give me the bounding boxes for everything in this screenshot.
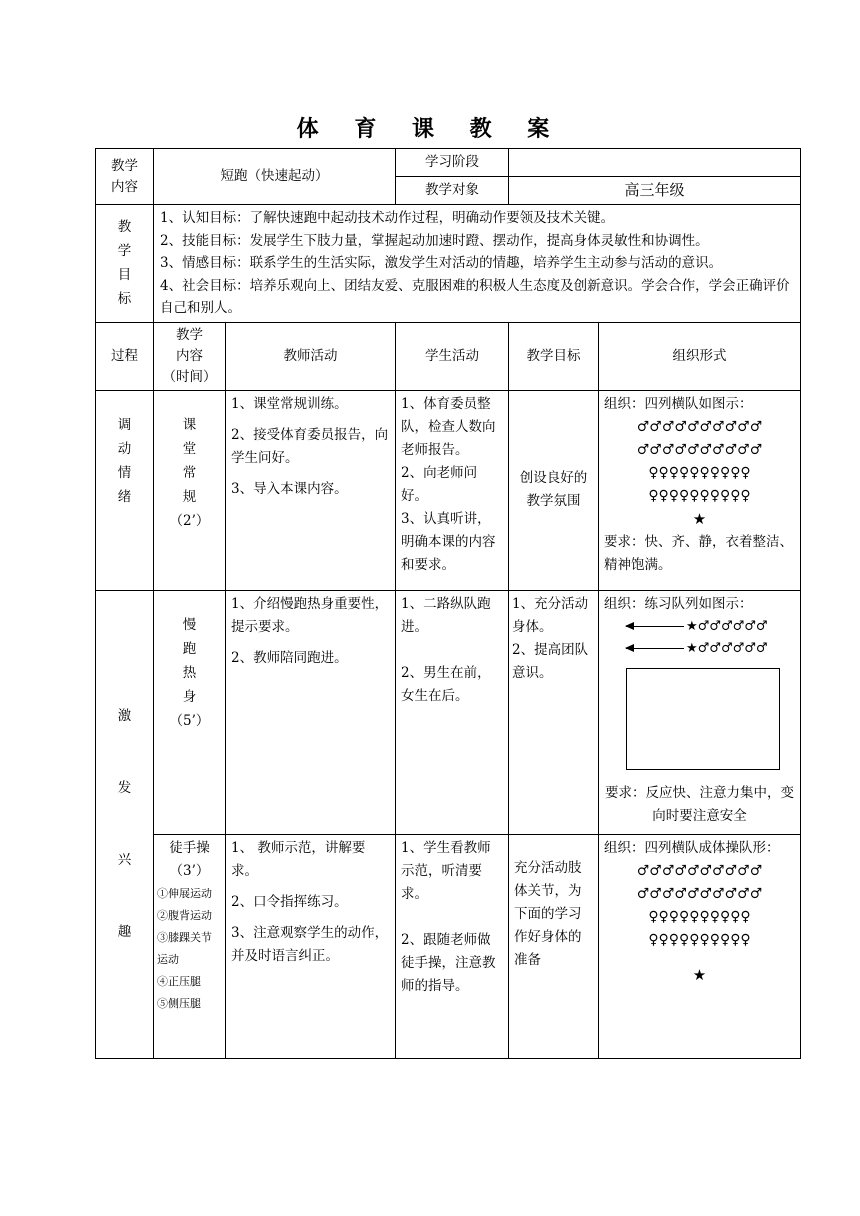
section1-teacher-item: 3、导入本课内容。 bbox=[231, 480, 348, 497]
target-value: 高三年级 bbox=[509, 177, 801, 205]
org-intro: 组织：四列横队如图示： bbox=[604, 395, 753, 412]
section1-teacher bbox=[226, 390, 396, 590]
org-intro: 组织：四列横队成体操队形： bbox=[604, 839, 780, 856]
org-requirement: 要求：反应快、注意力集中，变向时要注意安全 bbox=[605, 784, 794, 824]
section1-process: 调 动 情 绪 bbox=[96, 390, 154, 590]
col-student: 学生活动 bbox=[396, 322, 509, 390]
section1-content: 课 堂 常 规 （2’） bbox=[154, 390, 226, 590]
teacher-star-icon: ★ bbox=[692, 965, 707, 984]
exercise-item: ③膝踝关节运动 bbox=[157, 930, 212, 966]
teacher-star-icon: ★ bbox=[692, 509, 707, 528]
arrow-left-icon bbox=[626, 648, 684, 649]
exercise-item: ①伸展运动 bbox=[157, 886, 212, 900]
warmup-org bbox=[599, 590, 801, 834]
exercise-item: ④正压腿 bbox=[157, 974, 201, 988]
formation-row-girls: ♀♀♀♀♀♀♀♀♀♀ bbox=[648, 908, 751, 925]
content-label: 教学 内容 bbox=[96, 149, 154, 205]
exercise-item: ⑤侧压腿 bbox=[157, 996, 201, 1010]
page-title: 体 育 课 教 案 bbox=[296, 116, 564, 142]
warmup-teacher bbox=[226, 590, 396, 834]
field-rectangle bbox=[626, 668, 780, 770]
formation-row-boys: ♂♂♂♂♂♂♂♂♂♂ bbox=[636, 862, 763, 879]
section1-goal: 创设良好的教学氛围 bbox=[509, 390, 599, 590]
lane-runners: ★♂♂♂♂♂♂ bbox=[686, 641, 768, 656]
goals-label: 教 学 目 标 bbox=[96, 205, 154, 323]
formation-row-boys: ♂♂♂♂♂♂♂♂♂♂ bbox=[636, 885, 763, 902]
section1-teacher-item: 2、接受体育委员报告，向学生问好。 bbox=[231, 426, 389, 466]
org-requirement: 要求：快、齐、静，衣着整洁、精神饱满。 bbox=[604, 533, 793, 573]
warmup-teacher-item: 2、教师陪同跑进。 bbox=[231, 649, 348, 666]
exercise-teacher bbox=[226, 834, 396, 1058]
col-teacher: 教师活动 bbox=[226, 322, 396, 390]
col-content: 教学 内容 （时间） bbox=[154, 322, 226, 390]
lane-runners: ★♂♂♂♂♂♂ bbox=[686, 619, 768, 634]
section1-student: 1、体育委员整队，检查人数向老师报告。 2、向老师问好。 3、认真听讲，明确本课的内容和要求。 bbox=[396, 390, 509, 590]
target-label: 教学对象 bbox=[396, 177, 509, 205]
lane-row bbox=[604, 616, 795, 638]
lane-row bbox=[604, 638, 795, 660]
arrow-left-icon bbox=[626, 626, 684, 627]
exercise-teacher-item: 3、注意观察学生的动作，并及时语言纠正。 bbox=[231, 924, 389, 964]
col-process: 过程 bbox=[96, 322, 154, 390]
formation-row-girls: ♀♀♀♀♀♀♀♀♀♀ bbox=[648, 464, 751, 481]
exercise-goal: 充分活动肢体关节，为下面的学习作好身体的准备 bbox=[509, 834, 599, 1058]
lesson-plan-table bbox=[95, 148, 801, 1059]
col-goal: 教学目标 bbox=[509, 322, 599, 390]
exercise-student: 1、学生看教师示范，听清要求。 2、跟随老师做徒手操，注意教师的指导。 bbox=[396, 834, 509, 1058]
exercise-teacher-item: 2、口令指挥练习。 bbox=[231, 893, 348, 910]
formation-row-girls: ♀♀♀♀♀♀♀♀♀♀ bbox=[648, 931, 751, 948]
goals-text: 1、认知目标：了解快速跑中起动技术动作过程，明确动作要领及技术关键。 2、技能目标：发展学生下肢力量，掌握起动加速时蹬、摆动作，提高身体灵敏性和协调性。 3、情感目标：联系学生的生活实际，激发学生对活动的情趣，培养学生主动参与活动的意识。 4、社会目标：培养乐观向上、团结友爱、克服困难的积极人生态度及创新意识。学会合作，学会正确评价自己和别人。 bbox=[154, 205, 801, 323]
section2-process: 激 发 兴 趣 bbox=[96, 590, 154, 1058]
section1-teacher-item: 1、课堂常规训练。 bbox=[231, 395, 348, 412]
stage-value bbox=[509, 149, 801, 177]
exercise-teacher-item: 1、 教师示范，讲解要求。 bbox=[231, 839, 366, 879]
exercise-item: ②腹背运动 bbox=[157, 908, 212, 922]
warmup-teacher-item: 1、介绍慢跑热身重要性，提示要求。 bbox=[231, 595, 389, 635]
warmup-student: 1、二路纵队跑进。 2、男生在前，女生在后。 bbox=[396, 590, 509, 834]
formation-row-boys: ♂♂♂♂♂♂♂♂♂♂ bbox=[636, 441, 763, 458]
formation-row-girls: ♀♀♀♀♀♀♀♀♀♀ bbox=[648, 487, 751, 504]
formation-row-boys: ♂♂♂♂♂♂♂♂♂♂ bbox=[636, 418, 763, 435]
stage-label: 学习阶段 bbox=[396, 149, 509, 177]
col-org: 组织形式 bbox=[599, 322, 801, 390]
exercise-title: 徒手操 （3’） bbox=[169, 839, 210, 879]
warmup-content: 慢 跑 热 身 （5’） bbox=[154, 590, 226, 834]
exercise-org bbox=[599, 834, 801, 1058]
exercise-content bbox=[154, 834, 226, 1058]
section1-org bbox=[599, 390, 801, 590]
org-intro: 组织：练习队列如图示： bbox=[604, 595, 753, 612]
warmup-goal: 1、充分活动身体。 2、提高团队意识。 bbox=[509, 590, 599, 834]
content-value: 短跑（快速起动） bbox=[154, 149, 396, 205]
